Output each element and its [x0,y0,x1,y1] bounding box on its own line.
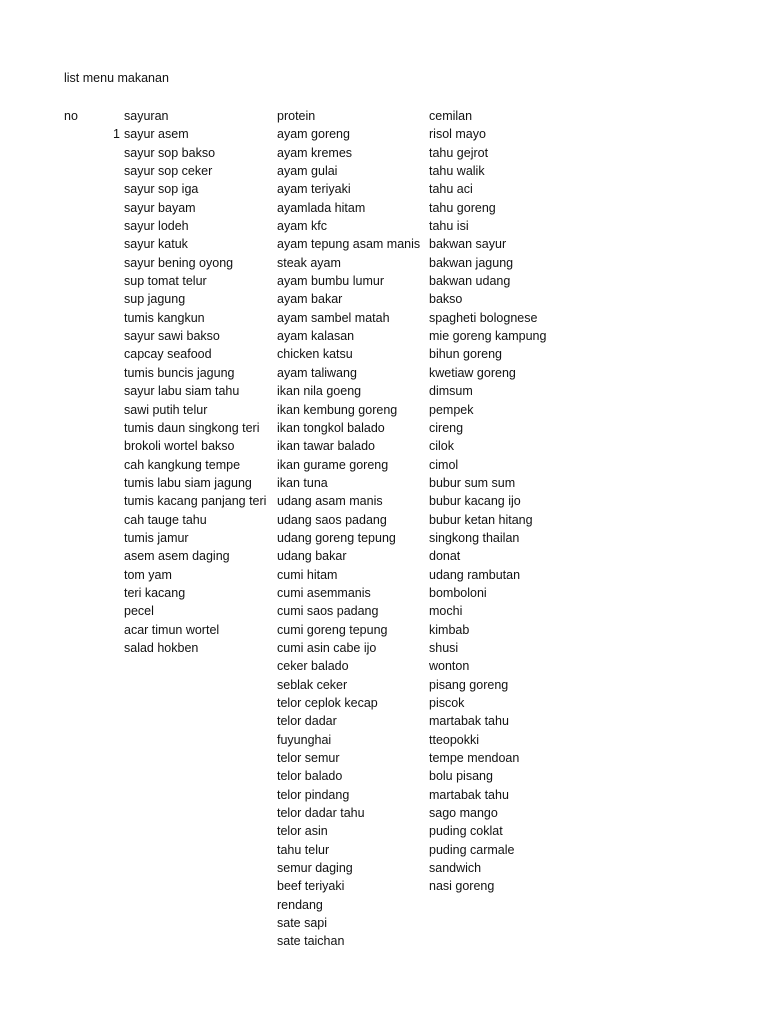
list-item-sayuran: sayur lodeh [124,219,189,234]
list-item-protein: ayam kremes [277,145,353,160]
list-item-cemilan: puding coklat [429,824,503,839]
list-item-cemilan: bakwan jagung [429,255,514,270]
list-item-protein: ayam sambel matah [277,310,390,325]
list-item-sayuran: cah tauge tahu [124,512,207,527]
list-item-protein: telor asin [277,824,328,839]
list-item-protein: ayam teriyaki [277,182,351,197]
column-protein [277,107,427,951]
list-item-protein: rendang [277,897,323,912]
list-item-cemilan: kwetiaw goreng [429,365,516,380]
list-item-sayuran: sayur sawi bakso [124,329,220,344]
list-item-protein: chicken katsu [277,347,353,362]
list-item-protein: tahu telur [277,842,330,857]
list-item-cemilan: puding carmale [429,842,515,857]
list-item-protein: ayam tepung asam manis [277,237,421,252]
list-item-sayuran: brokoli wortel bakso [124,439,235,454]
list-item-protein: ayamlada hitam [277,200,366,215]
list-item-protein: ayam bumbu lumur [277,274,384,289]
list-item-cemilan: singkong thailan [429,530,520,545]
list-item-cemilan: bubur ketan hitang [429,512,533,527]
list-item-cemilan: tahu goreng [429,200,496,215]
list-item-protein: telor semur [277,751,340,766]
list-item-sayuran: cah kangkung tempe [124,457,241,472]
list-item-protein: ikan nila goeng [277,384,362,399]
column-sayuran [124,107,274,657]
list-item-cemilan: martabak tahu [429,787,509,802]
list-item-protein: ikan tawar balado [277,439,375,454]
list-item-sayuran: tumis jamur [124,530,189,545]
list-item-cemilan: tempe mendoan [429,751,520,766]
list-item-sayuran: acar timun wortel [124,622,220,637]
list-item-cemilan: donat [429,549,461,564]
column-header-cemilan: cemilan [429,109,473,123]
list-item-cemilan: bakso [429,292,463,307]
list-item-protein: telor pindang [277,787,350,802]
list-item-cemilan: cireng [429,420,464,435]
page-title: list menu makanan [64,71,169,85]
list-item-cemilan: bomboloni [429,585,487,600]
list-item-cemilan: pempek [429,402,474,417]
list-item-protein: ayam kfc [277,219,328,234]
list-item-sayuran: sayur bayam [124,200,196,215]
list-item-cemilan: sago mango [429,806,498,821]
list-item-cemilan: spagheti bolognese [429,310,538,325]
list-item-sayuran: sayur asem [124,127,189,142]
row-number: 1 [113,127,120,142]
list-item-cemilan: risol mayo [429,127,486,142]
list-item-cemilan: bubur sum sum [429,475,516,490]
list-item-sayuran: tumis daun singkong teri [124,420,260,435]
list-item-sayuran: sayur sop iga [124,182,199,197]
list-item-cemilan: nasi goreng [429,879,495,894]
list-item-protein: ayam taliwang [277,365,357,380]
list-item-protein: seblak ceker [277,677,348,692]
list-item-cemilan: bubur kacang ijo [429,494,521,509]
list-item-cemilan: sandwich [429,861,482,876]
list-item-sayuran: tumis kangkun [124,310,205,325]
list-item-cemilan: tahu gejrot [429,145,489,160]
list-item-cemilan: cimol [429,457,459,472]
list-item-sayuran: sayur katuk [124,237,188,252]
list-item-protein: cumi asemmanis [277,585,371,600]
column-header-no: no [64,109,78,123]
list-item-cemilan: tteopokki [429,732,480,747]
list-item-sayuran: pecel [124,604,154,619]
list-item-cemilan: bihun goreng [429,347,502,362]
list-item-protein: udang asam manis [277,494,383,509]
list-item-protein: cumi asin cabe ijo [277,640,377,655]
list-item-protein: ceker balado [277,659,349,674]
list-item-cemilan: bakwan sayur [429,237,507,252]
list-item-cemilan: bakwan udang [429,274,511,289]
list-item-cemilan: dimsum [429,384,473,399]
list-item-cemilan: tahu isi [429,219,469,234]
list-item-protein: ikan gurame goreng [277,457,389,472]
list-item-protein: steak ayam [277,255,341,270]
list-item-sayuran: teri kacang [124,585,186,600]
list-item-sayuran: tumis kacang panjang teri [124,494,267,509]
list-item-cemilan: martabak tahu [429,714,509,729]
list-item-protein: ayam kalasan [277,329,355,344]
list-item-protein: sate taichan [277,934,345,949]
list-item-sayuran: sayur labu siam tahu [124,384,240,399]
list-item-protein: beef teriyaki [277,879,345,894]
list-item-sayuran: sayur sop bakso [124,145,216,160]
list-item-sayuran: sayur sop ceker [124,164,213,179]
list-item-protein: fuyunghai [277,732,332,747]
column-header-sayuran: sayuran [124,109,169,123]
list-item-sayuran: salad hokben [124,640,199,655]
list-item-protein: sate sapi [277,916,328,931]
list-item-cemilan: pisang goreng [429,677,509,692]
list-item-protein: ikan tuna [277,475,328,490]
list-item-protein: ayam bakar [277,292,343,307]
column-header-protein: protein [277,109,316,123]
list-item-cemilan: cilok [429,439,455,454]
list-item-protein: semur daging [277,861,353,876]
column-cemilan [429,107,579,896]
list-item-sayuran: asem asem daging [124,549,230,564]
list-item-protein: telor dadar [277,714,337,729]
list-item-protein: cumi saos padang [277,604,379,619]
list-item-sayuran: capcay seafood [124,347,212,362]
list-item-protein: telor dadar tahu [277,806,365,821]
list-item-sayuran: tumis buncis jagung [124,365,235,380]
list-item-cemilan: bolu pisang [429,769,493,784]
list-item-sayuran: tumis labu siam jagung [124,475,252,490]
list-item-cemilan: mochi [429,604,463,619]
list-item-cemilan: shusi [429,640,459,655]
list-item-protein: ayam goreng [277,127,350,142]
list-item-sayuran: sayur bening oyong [124,255,234,270]
list-item-protein: ikan tongkol balado [277,420,385,435]
list-item-sayuran: sawi putih telur [124,402,208,417]
list-item-sayuran: sup tomat telur [124,274,207,289]
list-item-cemilan: tahu walik [429,164,485,179]
list-item-protein: udang bakar [277,549,347,564]
list-item-protein: ayam gulai [277,164,338,179]
list-item-sayuran: tom yam [124,567,172,582]
list-item-protein: cumi hitam [277,567,338,582]
list-item-cemilan: udang rambutan [429,567,521,582]
list-item-protein: telor ceplok kecap [277,696,378,710]
column-no [64,107,120,144]
list-item-sayuran: sup jagung [124,292,186,307]
list-item-protein: cumi goreng tepung [277,622,388,637]
list-item-protein: telor balado [277,769,343,784]
list-item-cemilan: tahu aci [429,182,473,197]
list-item-protein: udang goreng tepung [277,530,396,545]
list-item-cemilan: wonton [429,659,470,674]
list-item-protein: ikan kembung goreng [277,402,398,417]
list-item-cemilan: mie goreng kampung [429,329,547,344]
list-item-protein: udang saos padang [277,512,387,527]
list-item-cemilan: piscok [429,696,465,710]
list-item-cemilan: kimbab [429,622,470,637]
